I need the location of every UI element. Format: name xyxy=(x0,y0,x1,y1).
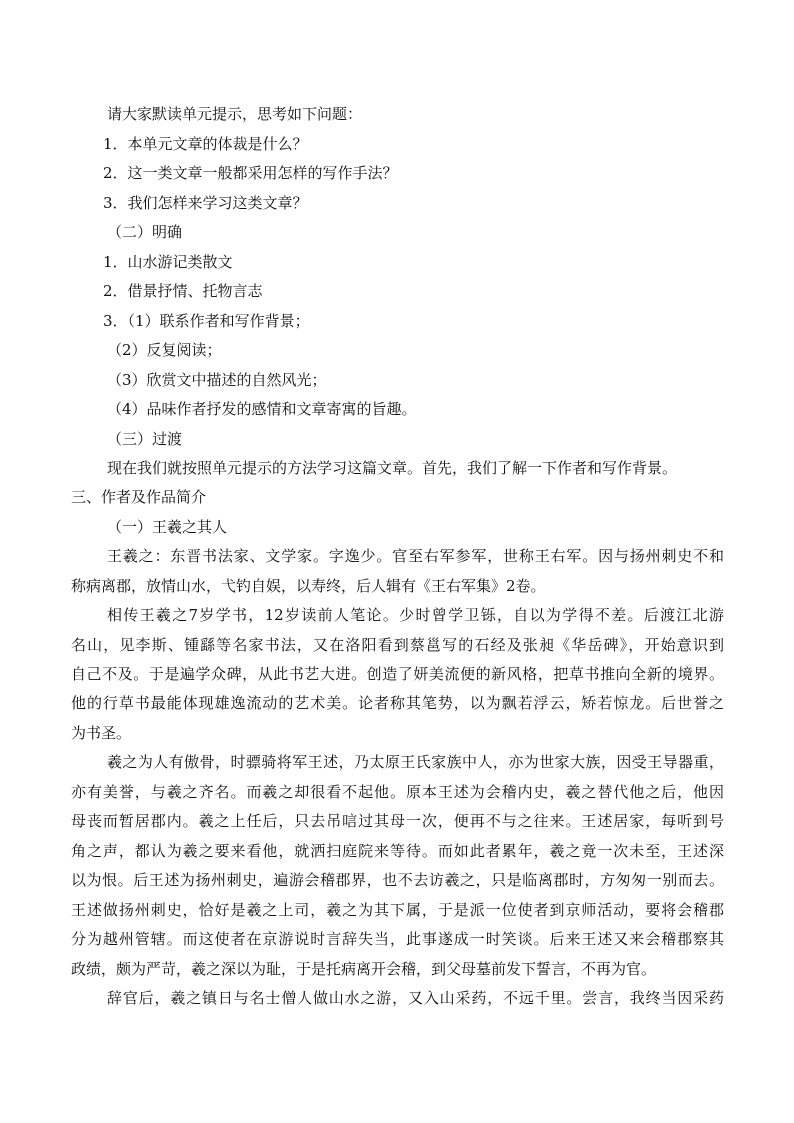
question-3: 3．我们怎样来学习这类文章？ xyxy=(103,194,308,212)
para1-line-1: 王羲之：东晋书法家、文学家。字逸少。官至右军参军，世称王右军。因与扬州刺史不和 xyxy=(107,547,724,565)
answer-subitem-2: （2）反复阅读； xyxy=(107,341,222,359)
transition-heading: （三）过渡 xyxy=(107,430,183,448)
para1-line-2: 称病离郡，放情山水，弋钓自娱，以寿终，后人辑有《王右军集》2卷。 xyxy=(71,577,546,595)
answer-1: 1．山水游记类散文 xyxy=(103,253,233,271)
question-2: 2．这一类文章一般都采用怎样的写作手法？ xyxy=(103,164,398,182)
para3-line-6: 王述做扬州刺史，恰好是羲之上司，羲之为其下属，于是派一位使者到京师活动，要将会稽郡 xyxy=(71,901,724,919)
intro-line: 请大家默读单元提示，思考如下问题： xyxy=(107,105,363,123)
para2-line-3: 自己不及。于是遍学众碑，从此书艺大进。创造了妍美流便的新风格，把草书推向全新的境界。 xyxy=(71,665,724,683)
para3-line-4: 角之声，都认为羲之要来看他，就洒扫庭院来等待。而如此者累年，羲之竟一次未至，王述深 xyxy=(71,842,724,860)
answer-subitem-3: （3）欣赏文中描述的自然风光； xyxy=(107,371,327,389)
para3-line-8: 政绩，颇为严苛，羲之深以为耻，于是托病离开会稽，到父母墓前发下誓言，不再为官。 xyxy=(71,960,657,978)
para2-line-1: 相传王羲之7岁学书，12岁读前人笔论。少时曾学卫铄，自以为学得不差。后渡江北游 xyxy=(107,606,724,624)
question-1: 1．本单元文章的体裁是什么？ xyxy=(103,135,308,153)
para3-line-1: 羲之为人有傲骨，时骠骑将军王述，乃太原王氏家族中人，亦为世家大族，因受王导器重， xyxy=(107,753,724,771)
para2-line-5: 为书圣。 xyxy=(71,724,132,742)
person-heading: （一）王羲之其人 xyxy=(107,518,228,536)
answer-subitem-4: （4）品味作者抒发的感情和文章寄寓的旨趣。 xyxy=(107,400,417,418)
transition-text: 现在我们就按照单元提示的方法学习这篇文章。首先，我们了解一下作者和写作背景。 xyxy=(107,459,678,477)
answer-2: 2．借景抒情、托物言志 xyxy=(103,282,263,300)
section-heading: 三、作者及作品简介 xyxy=(71,488,207,506)
para2-line-2: 名山，见李斯、锺繇等名家书法，又在洛阳看到蔡邕写的石经及张昶《华岳碑》，开始意识到 xyxy=(71,636,724,654)
para2-line-4: 他的行草书最能体现雄逸流动的艺术美。论者称其笔势，以为飘若浮云，矫若惊龙。后世誉之 xyxy=(71,694,724,712)
para3-line-2: 亦有美誉，与羲之齐名。而羲之却很看不起他。原本王述为会稽内史，羲之替代他之后，他因 xyxy=(71,783,724,801)
answer-3: 3．（1）联系作者和写作背景； xyxy=(103,312,310,330)
para3-line-7: 分为越州管辖。而这使者在京游说时言辞失当，此事遂成一时笑谈。后来王述又来会稽郡察其 xyxy=(71,930,724,948)
para3-line-3: 母丧而暂居郡内。羲之上任后，只去吊唁过其母一次，便再不与之往来。王述居家，每听到号 xyxy=(71,812,724,830)
para4-line-1: 辞官后，羲之镇日与名士僧人做山水之游，又入山采药，不远千里。尝言，我终当因采药 xyxy=(107,989,724,1007)
para3-line-5: 以为恨。后王述为扬州刺史，遍游会稽郡界，也不去访羲之，只是临离郡时，方匆匆一别而去。 xyxy=(71,871,724,889)
clarify-heading: （二）明确 xyxy=(107,223,183,241)
